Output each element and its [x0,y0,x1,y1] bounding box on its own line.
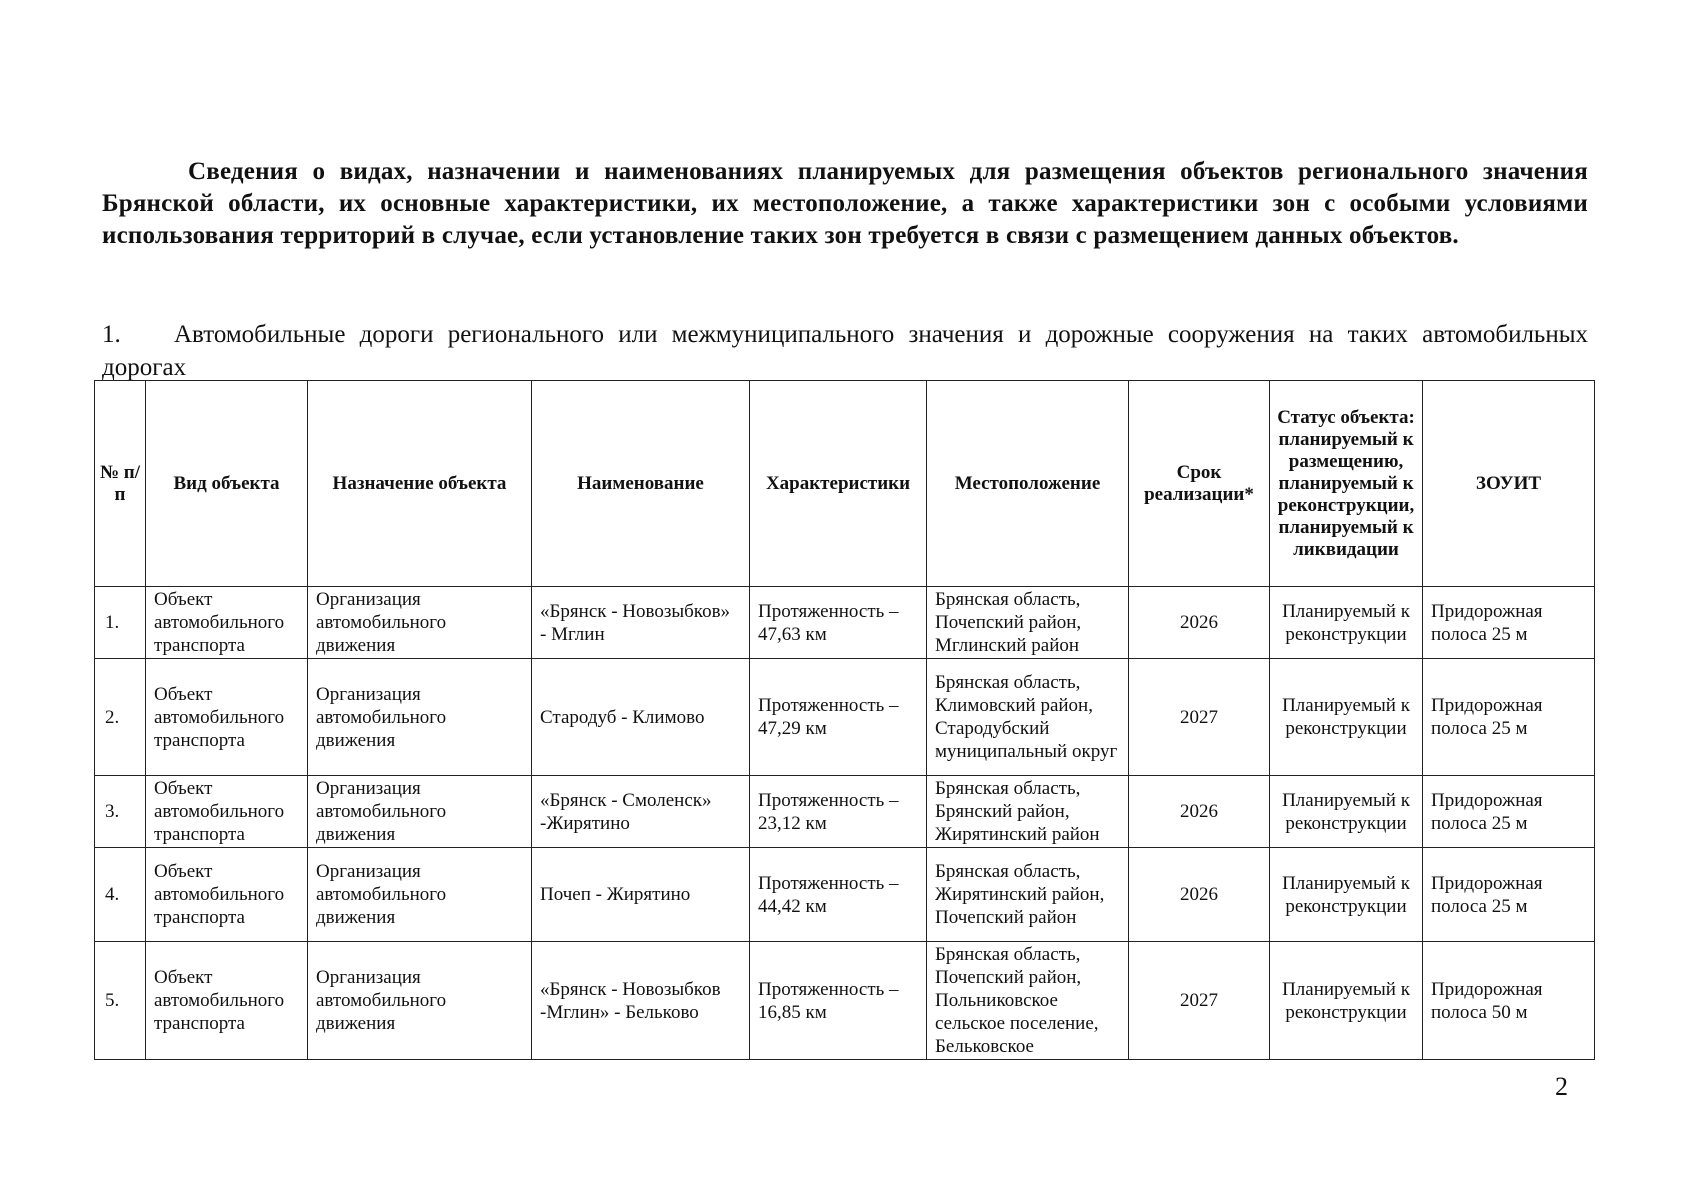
cell-location: Брянская область, Почепский район, Польниковское сельское поселение, Бельковское [927,942,1129,1060]
cell-location: Брянская область, Почепский район, Мглинский район [927,587,1129,659]
cell-status: Планируемый к реконструкции [1270,587,1423,659]
cell-status: Планируемый к реконструкции [1270,659,1423,776]
table-header-row [95,381,1595,587]
header-purpose: Назначение объекта [308,381,532,587]
cell-type: Объект автомобильного транспорта [146,776,308,848]
cell-zone: Придорожная полоса 25 м [1423,776,1595,848]
cell-term: 2027 [1129,942,1270,1060]
cell-num: 4. [95,848,146,942]
cell-purpose: Организация автомобильного движения [308,776,532,848]
cell-num: 1. [95,587,146,659]
header-location: Местоположение [927,381,1129,587]
header-type: Вид объекта [146,381,308,587]
table-row [95,776,1595,848]
cell-term: 2027 [1129,659,1270,776]
table-row [95,659,1595,776]
cell-characteristics: Протяженность – 23,12 км [750,776,927,848]
cell-name: «Брянск - Смоленск» -Жирятино [532,776,750,848]
cell-purpose: Организация автомобильного движения [308,942,532,1060]
table-row [95,848,1595,942]
cell-location: Брянская область, Климовский район, Стародубский муниципальный округ [927,659,1129,776]
objects-table [94,380,1595,1060]
cell-characteristics: Протяженность – 47,29 км [750,659,927,776]
cell-name: Стародуб - Климово [532,659,750,776]
header-zone: ЗОУИТ [1423,381,1595,587]
cell-term: 2026 [1129,848,1270,942]
cell-status: Планируемый к реконструкции [1270,776,1423,848]
cell-num: 2. [95,659,146,776]
cell-num: 3. [95,776,146,848]
cell-type: Объект автомобильного транспорта [146,942,308,1060]
cell-zone: Придорожная полоса 50 м [1423,942,1595,1060]
section-title: Автомобильные дороги регионального или межмуниципального значения и дорожные сооружения на таких автомобильных дорогах [102,321,1588,381]
cell-characteristics: Протяженность – 47,63 км [750,587,927,659]
cell-num: 5. [95,942,146,1060]
table-row [95,587,1595,659]
page-number: 2 [1555,1072,1568,1101]
cell-name: Почеп - Жирятино [532,848,750,942]
cell-status: Планируемый к реконструкции [1270,848,1423,942]
cell-term: 2026 [1129,587,1270,659]
cell-purpose: Организация автомобильного движения [308,587,532,659]
cell-name: «Брянск - Новозыбков» - Мглин [532,587,750,659]
cell-zone: Придорожная полоса 25 м [1423,659,1595,776]
document-title: Сведения о видах, назначении и наименованиях планируемых для размещения объектов регионального значения Брянской области, их основные характеристики, их местоположение, а также характеристики зон с особыми условиями использования территорий в случае, если установление таких зон требуется в связи с размещением данных объектов. [102,158,1588,249]
section-number: 1. [102,321,121,348]
cell-status: Планируемый к реконструкции [1270,942,1423,1060]
header-characteristics: Характеристики [750,381,927,587]
header-status: Статус объекта: планируемый к размещению, планируемый к реконструкции, планируемый к ликвидации [1270,381,1423,587]
cell-type: Объект автомобильного транспорта [146,848,308,942]
cell-characteristics: Протяженность – 16,85 км [750,942,927,1060]
cell-zone: Придорожная полоса 25 м [1423,848,1595,942]
header-term: Срок реализации* [1129,381,1270,587]
cell-term: 2026 [1129,776,1270,848]
cell-location: Брянская область, Жирятинский район, Почепский район [927,848,1129,942]
cell-characteristics: Протяженность – 44,42 км [750,848,927,942]
cell-location: Брянская область, Брянский район, Жирятинский район [927,776,1129,848]
header-name: Наименование [532,381,750,587]
cell-zone: Придорожная полоса 25 м [1423,587,1595,659]
cell-purpose: Организация автомобильного движения [308,659,532,776]
section-heading [102,318,1588,384]
cell-type: Объект автомобильного транспорта [146,659,308,776]
cell-name: «Брянск - Новозыбков -Мглин» - Бельково [532,942,750,1060]
cell-purpose: Организация автомобильного движения [308,848,532,942]
table-row [95,942,1595,1060]
header-num: № п/п [95,381,146,587]
cell-type: Объект автомобильного транспорта [146,587,308,659]
